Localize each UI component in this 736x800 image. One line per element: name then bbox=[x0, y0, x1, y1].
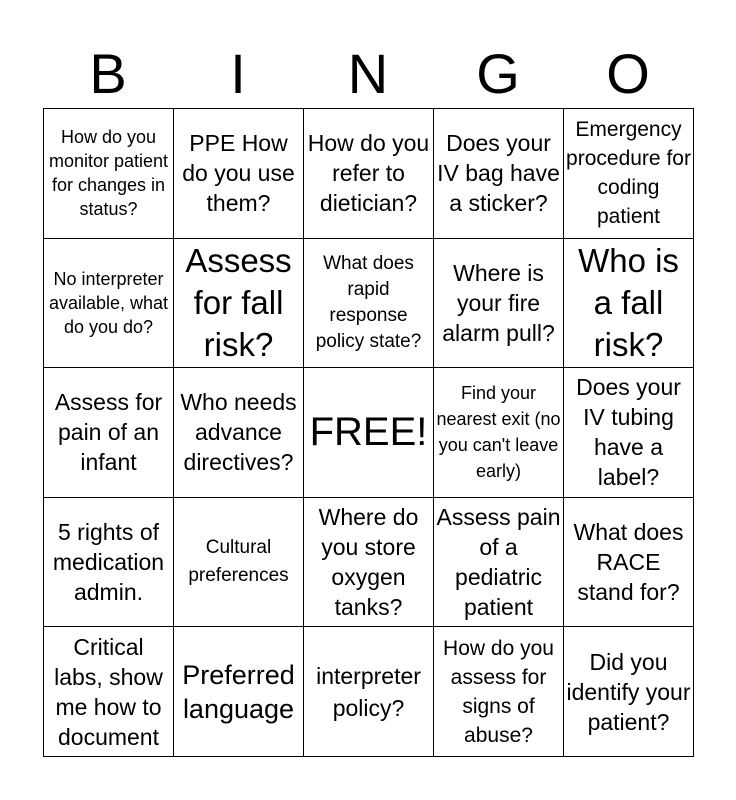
bingo-cell[interactable] bbox=[44, 497, 174, 627]
cell-text: How do you monitor patient for changes in status? bbox=[48, 127, 169, 220]
bingo-cell[interactable] bbox=[174, 109, 304, 239]
bingo-cell[interactable] bbox=[174, 497, 304, 627]
cell-text: Critical labs, show me how to document bbox=[54, 633, 163, 750]
cell-text: Who needs advance directives? bbox=[180, 389, 297, 476]
board-row bbox=[44, 627, 694, 757]
bingo-cell[interactable] bbox=[44, 109, 174, 239]
bingo-cell[interactable] bbox=[564, 497, 694, 627]
header-letter-o: O bbox=[606, 42, 650, 105]
cell-text: Who is a fall risk? bbox=[578, 241, 679, 363]
bingo-cell[interactable] bbox=[44, 368, 174, 498]
bingo-cell[interactable] bbox=[564, 109, 694, 239]
cell-text: Preferred language bbox=[182, 659, 295, 724]
cell-text: Does your IV tubing have a label? bbox=[576, 374, 681, 491]
bingo-cell[interactable] bbox=[304, 497, 434, 627]
board-row bbox=[44, 368, 694, 498]
bingo-cell[interactable] bbox=[434, 238, 564, 368]
cell-text: Where do you store oxygen tanks? bbox=[318, 504, 419, 621]
bingo-cell[interactable] bbox=[434, 109, 564, 239]
board-row bbox=[44, 238, 694, 368]
bingo-cell[interactable] bbox=[564, 238, 694, 368]
header-letter-i: I bbox=[230, 42, 246, 105]
bingo-cell[interactable] bbox=[174, 368, 304, 498]
cell-text: Assess for fall risk? bbox=[185, 241, 292, 363]
cell-text: 5 rights of medication admin. bbox=[52, 519, 165, 606]
bingo-cell[interactable] bbox=[304, 109, 434, 239]
cell-text: Did you identify your patient? bbox=[566, 648, 691, 735]
cell-text: What does RACE stand for? bbox=[573, 519, 684, 606]
cell-text: Where is your fire alarm pull? bbox=[442, 259, 555, 346]
bingo-cell[interactable] bbox=[174, 238, 304, 368]
cell-text: No interpreter available, what do you do? bbox=[48, 268, 169, 337]
bingo-cell[interactable] bbox=[434, 368, 564, 498]
cell-text: How do you refer to dietician? bbox=[307, 130, 430, 217]
cell-text: interpreter policy? bbox=[316, 662, 421, 721]
cell-text: Does your IV bag have a sticker? bbox=[437, 130, 560, 217]
cell-text: Assess for pain of an infant bbox=[54, 389, 163, 476]
bingo-cell[interactable] bbox=[304, 238, 434, 368]
bingo-cell[interactable] bbox=[564, 627, 694, 757]
bingo-header bbox=[43, 40, 693, 108]
bingo-board bbox=[43, 108, 694, 757]
free-text: FREE! bbox=[309, 410, 428, 455]
board-row bbox=[44, 109, 694, 239]
cell-text: Cultural preferences bbox=[188, 537, 289, 587]
cell-text: Assess pain of a pediatric patient bbox=[436, 504, 561, 621]
cell-text: Find your nearest exit (no you can't leave early) bbox=[436, 383, 561, 482]
cell-text: Emergency procedure for coding patient bbox=[566, 118, 691, 229]
header-letter-n: N bbox=[347, 42, 389, 105]
cell-text: PPE How do you use them? bbox=[182, 130, 295, 217]
header-letter-b: B bbox=[89, 42, 127, 105]
bingo-cell[interactable] bbox=[564, 368, 694, 498]
bingo-cell[interactable] bbox=[434, 497, 564, 627]
bingo-cell[interactable] bbox=[44, 627, 174, 757]
bingo-cell[interactable] bbox=[304, 627, 434, 757]
board-row bbox=[44, 497, 694, 627]
bingo-cell[interactable] bbox=[174, 627, 304, 757]
bingo-cell[interactable] bbox=[44, 238, 174, 368]
cell-text: How do you assess for signs of abuse? bbox=[443, 636, 554, 747]
free-cell[interactable] bbox=[304, 368, 434, 498]
header-letter-g: G bbox=[476, 42, 520, 105]
bingo-cell[interactable] bbox=[434, 627, 564, 757]
cell-text: What does rapid response policy state? bbox=[315, 252, 422, 352]
